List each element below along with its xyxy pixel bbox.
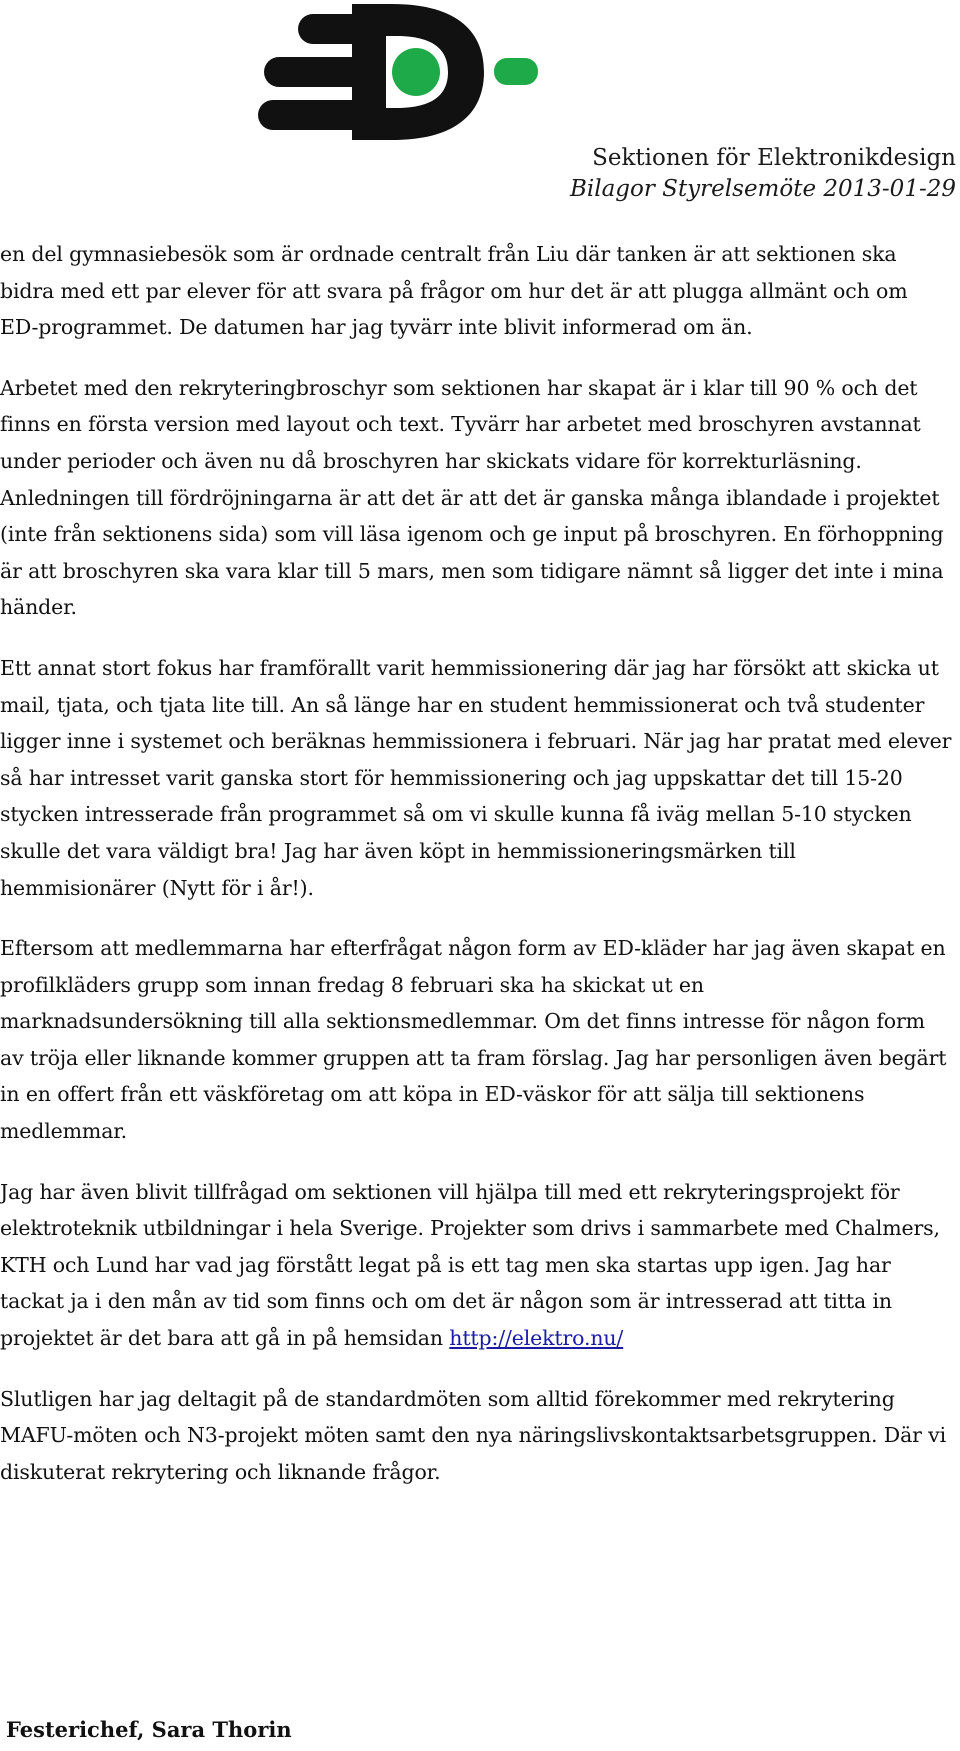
paragraph-brochure: Arbetet med den rekryteringbroschyr som sektionen har skapat är i klar till 90 % och det finns en första version med layout och text. Tyvärr har arbetet med broschyren avstannat under perioder och även nu då broschyren har skickats vidare för korrekturläsning. Anledningen till fördröjningarna är att det är att det är ganska många iblandade i projektet (inte från sektionens sida) som vill läsa igenom och ge input på broschyren. En förhoppning är att broschyren ska vara klar till 5 mars, men som tidigare nämnt så ligger det inte i mina händer. (0, 375, 944, 620)
paragraph-recruitment-project (0, 1174, 952, 1357)
paragraph-school-visits: en del gymnasiebesök som är ordnade centralt från Liu där tanken är att sektionen ska bidra med ett par elever för att svara på frågor om hur det är att plugga allmänt och om ED-programmet. De datumen har jag tyvärr inte blivit informerad om än. (0, 242, 908, 340)
document-subtitle: Bilagor Styrelsemöte 2013-01-29 (569, 176, 956, 202)
logo-green-dash (494, 58, 538, 85)
document-header (570, 143, 956, 205)
paragraph-hemmissionering: Ett annat stort fokus har framförallt varit hemmissionering där jag har försökt att skicka ut mail, tjata, och tjata lite till. An så länge har en student hemmissionerat och två studenter ligger inne i systemet och beräknas hemmissionera i februari. När jag har pratat med elever så har intresset varit ganska stort för hemmissionering och jag uppskattar det till 15-20 stycken intresserade från programmet så om vi skulle kunna få iväg mellan 5-10 stycken skulle det vara väldigt bra! Jag har även köpt in hemmissioneringsmärken till hemmisionärer (Nytt för i år!). (0, 655, 952, 900)
document-body (0, 236, 952, 1514)
paragraph-standard-meetings: Slutligen har jag deltagit på de standardmöten som alltid förekommer med rekrytering MAFU-möten och N3-projekt möten samt den nya näringslivskontaktsarbetsgruppen. Där vi diskuterat rekrytering och liknande frågor. (0, 1386, 946, 1484)
paragraph-recruitment-text: Jag har även blivit tillfrågad om sektionen vill hjälpa till med ett rekryteringsprojekt för elektroteknik utbildningar i hela Sverige. Projekter som drivs i sammarbete med Chalmers, KTH och Lund har vad jag förstått legat på is ett tag men ska startas upp igen. Jag har tackat ja i den mån av tid som finns och om det är någon som är intresserad att titta in projektet är det bara att gå in på hemsidan (0, 1179, 940, 1351)
organization-name: Sektionen för Elektronikdesign (592, 145, 956, 171)
ed-logo (258, 2, 540, 142)
logo-green-dot (392, 48, 440, 96)
signature: Festerichef, Sara Thorin (6, 1717, 292, 1742)
elektro-link[interactable]: http://elektro.nu/ (449, 1326, 624, 1351)
paragraph-ed-clothing: Eftersom att medlemmarna har efterfrågat någon form av ED-kläder har jag även skapat en profilkläders grupp som innan fredag 8 februari ska ha skickat ut en marknadsundersökning till alla sektionsmedlemmar. Om det finns intresse för någon form av tröja eller liknande kommer gruppen att ta fram förslag. Jag har personligen även begärt in en offert från ett väskföretag om att köpa in ED-väskor för att sälja till sektionens medlemmar. (0, 936, 947, 1144)
